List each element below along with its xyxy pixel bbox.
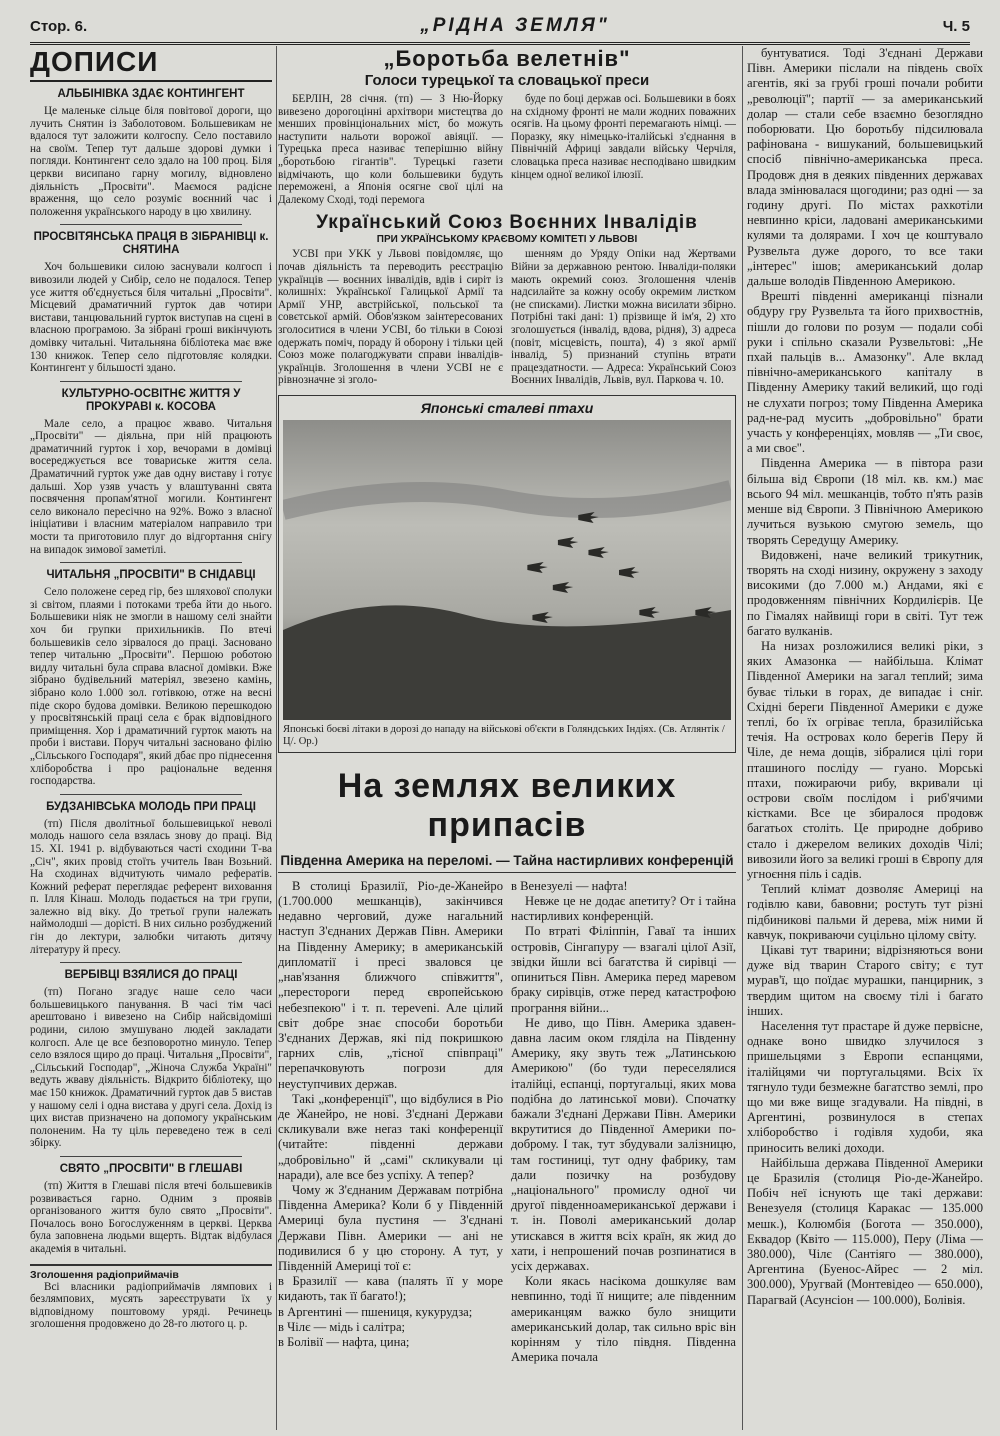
main-article-title: На землях великих припасів: [337, 766, 677, 844]
article-paragraph: Теплий клімат дозволяє Америці на годівлю кави, бавовни; ростуть тут різні підбиникові пальми й дерева, між ними й кавчук, покриваючи суцільно цілому світу.: [747, 882, 983, 942]
article-paragraph: Коли якась насікома дошкуляє вам невпинно, тоді її нищите; але південним американцям важко було знищити американський долар, так сильно вріс він корінням у тіло півдня. Південна Америка почала: [511, 1274, 736, 1365]
article-text: шенням до Уряду Опіки над Жертвами Війни за державною рентою. Інваліди-поляки мають окремий союз. Зголошення членів надсилайте за кожну особу окремим листком (не списками). Листки можна висилати збірно. Потрібні такі дані: 1) прізвище й ім'я, 2) хто зголошується (інвалід, вдова, рідня), 3) адреса (повіт, місцевість, пошта), 4) з якої армії інвалід, 5) признаний ступінь втрати працездатности. — Адреса: Український Союз Воєнних Інвалідів, Львів, вул. Паркова ч. 10.: [511, 248, 736, 387]
issue-number: Ч. 5: [942, 17, 970, 35]
article-paragraph: По втраті Філіппін, Гаваї та інших островів, Сінгапуру — взагалі цілої Азії, звідки йшли всі багатства й сирівці — опиниться Півн. Америка перед маревом браку сирівців, отже перед катастрофою програння війни...: [511, 924, 736, 1015]
article-paragraph: Врешті південні американці пізнали обдуру гру Рузвельта та його прихвостнів, пішли до голови по розум — подали собі руки і спільно сказали Рузвельтові: „Не пхай пальців в... Амазонку". Але вклад північно-американського капіталу в Південну Америку такий великий, що годі не слухати погроз; тому Південна Америка рад-не-рад мусить „добровільно" брати участь у конференціях, мовляв — „Ти своє, а ми своє".: [747, 289, 983, 456]
article-paragraph: В столиці Бразилії, Ріо-де-Жанейро (1.700.000 мешканців), закінчився недавно черговий, дуже нагальний наступ З'єднаних Держав Півн. Америки на Південну Америку; в американській дипломатії і пресі зваловся це „нав'язання ближчого співжиття", „перестороги перед європейською небезпекою" і т. п. тереveni. Але цілий світ добре знає способи боротьби З'єднаних Держав, які під покришкою гарних слів, „тісної співпраці" перепачковують погрози для неуступчивих держав.: [278, 878, 503, 1091]
list-item: в Болівії — нафта, цина;: [278, 1334, 410, 1349]
article-text: Хоч большевики силою заснували колгосп і вивозили людей у Сибір, село не подалося. Тепер усе життя об'єднується біля читальні „Просвіти". Місцевий драматичний гурток дав чотири вистави, танцювальний гурток виступав на сцені в власною програмою. За зібрані гроші викінчують домівку читальні. Читальняна бібліотека має вже 130 книжок. Тепер село підготовляє колядки. Контингент у більшості здано.: [30, 261, 272, 375]
divider: [60, 794, 242, 795]
article-paragraph: Невже це не додає апетиту? От і тайна настирливих конференцій.: [511, 894, 736, 924]
top-article-body: [278, 93, 736, 206]
article-paragraph: Чому ж З'єднаним Державам потрібна Південна Америка? Коли б у Південній Америці була пустиня — З'єднані Держави Півн. Америки — ані не подивилися б у цю сторону. А тут, у Південній Америці тої є:: [278, 1182, 503, 1273]
divider: [60, 562, 242, 563]
article-title: БУДЗАНІВСЬКА МОЛОДЬ ПРИ ПРАЦІ: [46, 800, 256, 813]
article-paragraph: Не диво, що Півн. Америка здавен-давна ласим оком гляділа на Південну Америку, яку звуть теж „Латинською Америкою" (бо туди переселялися італійці, еспанці, португальці, яких мова подібна до латинської мови). Спочатку бажали З'єднані Держави Півн. Америки вкрутитися до Південної Америки по-доброму. І так, тут збудували залізницю, там гостиниці, тут одну фабрику, там дали позичку на розбудову „національного" промислу одної чи другої південноамериканської держави і т. ін. Поволі американський долар утискався в життя всіх країн, як жид до хати, і непрошений почав розпинатися в усіх державах.: [511, 1015, 736, 1273]
article-title: ПРОСВІТЯНСЬКА ПРАЦЯ В ЗІБРАНІВЦІ к. СНЯТИНА: [33, 231, 269, 257]
article-text: Це маленьке сільце біля повітової дороги, що лучить Снятин із Заболотовом. Большевикам не вдалося тут заложити колгоспу. Село поставило на своїм. Тепер тут дальше здорові думки і погляди. Контингент село здало на 100 проц. Біля церкви висипано гарну могилу, відновлено діяльність „Просвіти". Маємося радісне враження, що село розуміє воєнний час і положення українського народу в цю хвилину.: [30, 105, 272, 218]
page-header: [30, 10, 970, 45]
photo-caption: [283, 724, 731, 748]
top-article-subtitle: Голоси турецької та словацької преси: [364, 72, 650, 89]
notice-title: Зголошення радіоприймачів: [30, 1264, 272, 1281]
article-text: Мале село, а працює жваво. Читальня „Просвіти" — діяльна, при ній працюють драматичний гурток і хор, вечорами в домівці восереджується все товариське життя села. Драматичний гурток уже дав одну виставу і готує дальші. Хор узяв участь у влаштуванні свята посвячення пропам'ятної могили. Контингент село виконало пересічно на 92%. Вожо з власної ініціативи і власним матеріалом направило три мости та приготовило плуг до відгортання снігу на випадок зимової заметілі.: [30, 417, 272, 556]
caption-credit: (Св. Атлянтік /Ц/. Ор.): [283, 723, 725, 747]
article-title: КУЛЬТУРНО-ОСВІТНЄ ЖИТТЯ У ПРОКУРАВІ к. КОСОВА: [61, 387, 241, 413]
article-text: БЕРЛІН, 28 січня. (тп) — З Ню-Йорку вивезено дорогоцінні архітвори мистецтва до менших провінціональних міст, бо можуть наступити нальоти ворожої авіяції. — Турецька преса називає теперішню війну „боротьбою гігантів". Турецькі газети відмічають, що коли большевики будуть переможені, а Японія осягне свої цілі на Далекому Сході, тоді перемога: [278, 93, 503, 206]
article-paragraph: На низах розложилися великі ріки, з яких Амазонка — найбільша. Клімат Південної Америки на загал теплий; зима буває тільки в горах, де випадає і сніг. Східні береги Південної Америки є дуже теплі, бо їх огріває тепла, бразилійська течія. На островах коло берегів Перу й Чіле, де нема дощів, зібралися цілі гори пташиного посліду — гуано. Морські птахи, пожираючи рибу, вкривали ці острови своїм послідом і риб'ячими кістками. Все це збиралося продовж багатьох століть. Це природне добриво стало і джерелом великих доходів Чілі; вивозили його за великі гроші в Європу для угноєння піль і садів.: [747, 638, 983, 881]
photo-title: Японські сталеві птахи: [420, 399, 594, 416]
caption-text: Японські боєві літаки в дорозі до нападу на військові об'єкти в Голяндських Індіях.: [283, 723, 657, 735]
article-paragraph: бунтуватися. Тоді З'єднані Держави Півн. Америки післали на південь своїх агентів, які за грубі гроші почали робити „революції"; партії — за американський долар — стали себе взаємно безоглядно поборювати. Цю боротьбу підсилювала рафінована - вишуканий, большевицький спосіб північно-американська преса. Продовж дня в деяких південних державах влада змінювалася щогодини; раз одні — за годину другі. По містах рахкотіли невпинно кріси, ладовані американськими кулями та долярами. І хоч це коштувало Рузвельта дуже дорого, то все таки „інтерес" ішов; американський долар дальше володів Південною Америкою.: [747, 46, 983, 289]
page-number: Стор. 6.: [30, 17, 88, 35]
divider: [60, 381, 242, 382]
section-heading: ДОПИСИ: [30, 46, 272, 82]
photo-block: [278, 395, 736, 753]
usvi-body: [278, 248, 736, 387]
divider: [60, 962, 242, 963]
article-text: УСВІ при УКК у Львові повідомляє, що почав діяльність та переводить реєстрацію українців — воєнних інвалідів, вдів і сиріт із колишніх: Української Галицької Армії та Армії УНР, австрійської, польської та совєтської армій. Обов'язком заінтересованих зголоситися в члени УСВІ, бо тільки в Союзі одержать поміч, пораду й оборону і тільки цей Союз може полагоджувати справи інвалідів-українців. Зголошення в члени УСВІ не є рівнозначне зі зголо-: [278, 248, 503, 387]
notice-text: Всі власники радіоприймачів лямпових і безлямпових, мусять зареєструвати їх у відповідному поштовому уряді. Речинець зголошення продовжено до 28-го лютого ц. р.: [30, 1280, 272, 1331]
article-paragraph: Такі „конференції", що відбулися в Ріо де Жанейро, не нові. З'єднані Держави скликували вже неraз такі конференції (читайте: південні держави „добровільно" й „самі" скликували ці наради), але все без успіху. А тепер?: [278, 1091, 503, 1182]
usvi-subtitle: ПРИ УКРАЇНСЬКОМУ КРАЄВОМУ КОМІТЕТІ У ЛЬВОВІ: [376, 234, 638, 246]
article-paragraph: Цікаві тут тварини; відрізняються вони дуже від тварин Старого світу; є тут мурав'ї, що поїдає мурашки, панцирник, з твердим щитом на своєму тілі і багато інших.: [747, 942, 983, 1018]
column-continuation: [742, 46, 983, 1430]
article-title: ЧИТАЛЬНЯ „ПРОСВІТИ" В СНІДАВЦІ: [46, 569, 256, 582]
divider: [60, 224, 242, 225]
column-center: [278, 46, 736, 1430]
article-text: (тп) Життя в Глешаві після втечі большевиків розвивається гарно. Одним з проявів організованого життя було свято „Просвіти". Почалось воно Богослуженням в церкві. Церква була заповнена людьми вщерть. Відтак відбулася академія в читальні.: [30, 1179, 272, 1255]
list-item: в Аргентині — пшениця, кукурудза;: [278, 1304, 473, 1319]
article-title: СВЯТО „ПРОСВІТИ" В ГЛЕШАВІ: [59, 1162, 243, 1175]
list-item: в Венезуелі — нафта!: [511, 878, 628, 893]
article-paragraph: Населення тут прастаре й дуже первісне, однаке воно швидко злучилося з пришельцями з Европи еспанцями, італійцями чи португальцями. Всіх їх тягнуло туди безмежне багатство землі, про що ми вже вище згадували. На півдні, в Аргентині, розвинулося в степах хліборобство і годівля худоби, яка приносить великі доходи.: [747, 1019, 983, 1155]
article-title: АЛЬБІНІВКА ЗДАЄ КОНТИНГЕНТ: [57, 88, 245, 100]
article-text: (тп) Погано згадує наше село часи большевицького панування. В часі тім часі арештовано і вивезено на Сибір найсвідоміші родини, силою змушувано людей закладати колгосп. Але це все безповоротно минуло. Тепер село взялося щиро до праці. Читальня „Просвіти", „Сільський Господар", „Жіноча Служба Україні" ведуть жваву діяльність. Відкрито бібліотеку, що має 150 книжок. Драматичний гурток дав 5 вистав у нашому селі і одна вистава у другі села. Дохід із цих вистав призначено на допомогу українським полоненим. На ту ціль переведено теж в селі збірку.: [30, 986, 272, 1150]
divider: [60, 1156, 242, 1157]
paper-title: „РІДНА ЗЕМЛЯ": [420, 15, 610, 36]
list-item: в Чілє — мідь і салітра;: [278, 1319, 406, 1334]
article-text: Село положене серед гір, без шляхової сполуки зі світом, плаями і потоками треба йти до нього. Большевики ніяк не змогли в нашому селі знайти хоч би групки прихильників. По втечі большевиків село зірвалося до праці. Засновано тепер читальню „Просвіти". Першою роботою видлу читальні була справа власної домівки. Вже зібрано будівельний матеріял, звезено камінь, зібрано коло 1.000 зол. готівкою, отже на весні піде скоро будова домівки. Великою перешкодою у просвітянській праці села є брак відповідного приміщення. Хор і драматичний гурток мають на проби і вистави. Поруч читальні засновано філію „Сільського Господаря", який дбає про піднесення хліборобства і про раціональне ведення господарства.: [30, 586, 272, 788]
article-paragraph: Видовжені, наче великий трикутник, творять на сході низину, окружену з заходу високими (до 7.000 м.) Андами, які є продовженням північних Кордилієрів. Це по Гімалях найвищі гори в світі. Тут теж багато вулканів.: [747, 547, 983, 638]
column-correspondence: [30, 46, 277, 1430]
article-text: буде по боці держав осі. Большевики в боях на східному фронті не мали жодних поважних осягів. На цьому фронті перемагають німці. — Поразку, яку німецько-італійські з'єднання в Північній Африці завдали війську Черчіля, словацька преса називає несподівано швидким кінцем одної великої ілюзії.: [511, 93, 736, 181]
article-paragraph: Південна Америка — в півтора рази більша від Європи (18 міл. кв. км.) має всього 94 міл. мешканців, тобто п'ять разів менше від Європи. З Північною Америкою лучиться вузькою смугою земель, що творять Середущу Америку.: [747, 456, 983, 547]
article-title: ВЕРБІВЦІ ВЗЯЛИСЯ ДО ПРАЦІ: [64, 969, 238, 982]
usvi-title: Український Союз Воєнних Інвалідів: [316, 212, 698, 234]
article-paragraph: Найбільша держава Південної Америки це Бразилія (столиця Ріо-де-Жанейро. Побіч неї існують ще такі держави: Венезуеля (столиця Каракас — 135.000 мешк.), Колюмбія (Богота — 350.000), Еквадор (Квіто — 115.000), Перу (Ліма — 380.000), Чілє (Сантіяго — 380.000), Аргентина (Буенос-Айрес — 2 міл. 300.000), Уругвай (Монтевідео — 650.000), Парагвай (Асунсіон — 100.000), Болівія.: [747, 1155, 983, 1307]
article-text: (тп) Після дволітньої большевицької неволі молодь нашого села взялась знову до праці. Від 15. XI. 1941 р. відбуваються часті сходини Т-ва „Січ", яких провід стоїть учитель Іван Возьний. На сходинах відчитують чимало рефератів. Кожний реферат переглядає референт виховання п. Ілля Кінаш. Молодь подається на три групи, залежно від віку. До третьої групи належать наймолодші — дорісті. В них сильно розбуджений гін до лектури, залюбки читають дитячу літературу й пресу.: [30, 817, 272, 956]
top-article-title: „Боротьба велетнів": [383, 46, 631, 71]
main-article-body: [278, 879, 736, 1366]
photo-illustration: [283, 420, 731, 720]
photo-airplanes-image: [283, 420, 731, 720]
main-article-subtitle: Південна Америка на переломі. — Тайна настирливих конференцій: [278, 853, 736, 873]
list-item: в Бразилії — кава (палять її у море кидають, так її багато!);: [278, 1274, 503, 1304]
